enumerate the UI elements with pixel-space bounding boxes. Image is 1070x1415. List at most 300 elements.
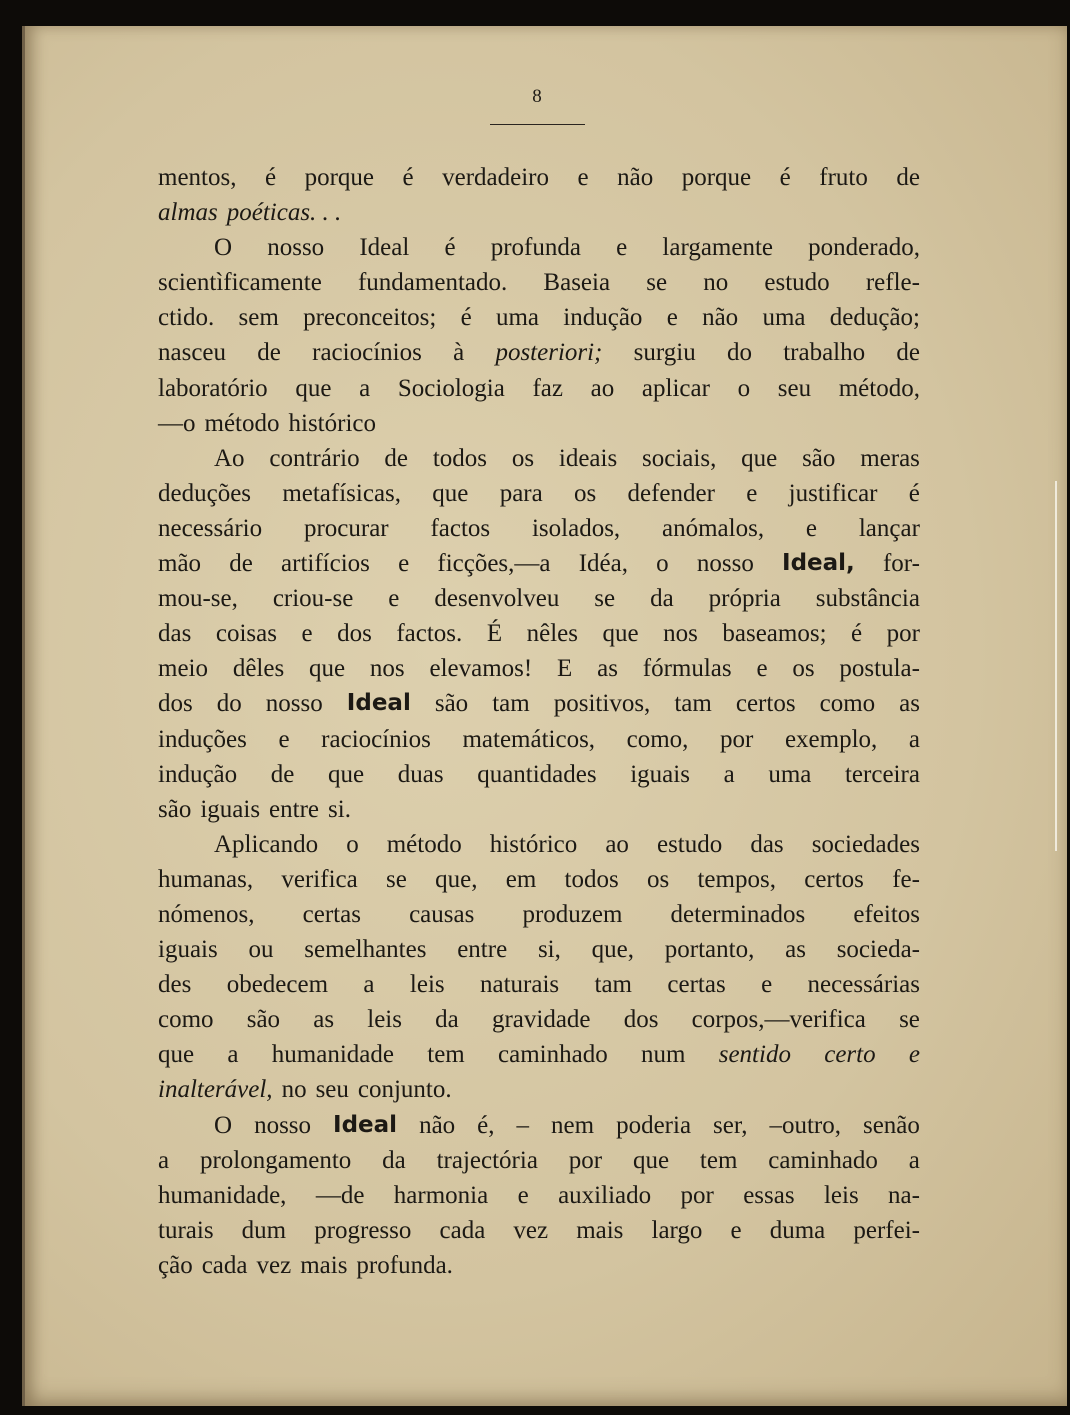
text-line [158,757,920,792]
text-line [158,335,920,370]
word: nosso [265,690,323,718]
word: procurar [303,514,389,542]
word: trabalho [783,339,866,367]
word: fórmulas [642,655,732,683]
word: certo [824,1041,876,1069]
word: anómalos, [662,514,765,542]
word: progresso [314,1216,412,1244]
word: auxiliado [558,1181,652,1209]
word: indução [158,760,238,788]
text-line [158,441,920,476]
word: que, [591,936,634,964]
word: a [227,1041,239,1069]
word: que [295,374,332,402]
word: a [908,1146,920,1174]
word: fruto [819,164,868,191]
word: faz [532,374,563,402]
word: Ideal, [782,550,855,577]
word: Ao [214,444,245,472]
word: ficções,—a [437,550,551,578]
word: e [730,1216,742,1244]
word: criou-se [272,585,354,613]
header-rule [490,124,585,125]
word: O [214,234,233,262]
word: que [309,655,346,683]
word: como [819,690,876,718]
word: dêles [232,655,285,683]
word: gravidade [491,1006,591,1034]
word: método [204,409,280,437]
word: exemplo, [784,725,878,753]
word: as [785,936,806,964]
word: causas [409,900,475,928]
word: e [908,1041,920,1069]
word: a [908,725,920,753]
word: e [388,585,400,613]
word: na- [888,1181,920,1209]
word: porque [304,164,374,191]
word: poderia [616,1111,692,1139]
word: surgiu [633,339,696,367]
word: leis [409,971,445,999]
word: trajectória [436,1146,538,1174]
word: nómenos, [158,900,255,928]
word: turais [158,1216,214,1244]
word: e [666,304,678,332]
word: as [899,690,920,718]
word: profunda [490,234,581,262]
text-line [158,722,920,757]
word: é, [477,1111,495,1139]
word: cada [439,1216,486,1244]
page-number: 8 [532,86,542,107]
word: leis [367,1006,402,1034]
word: des [158,971,192,999]
word: tem [427,1041,465,1069]
word: portanto, [664,936,755,964]
word: nasceu [158,339,227,367]
word: Ideal [359,234,410,262]
word: mentos, [158,164,237,191]
word: O [214,1111,233,1139]
word: mais [300,1251,348,1279]
word: tempos, [697,865,776,893]
word: Ideal [333,1111,398,1138]
word: de [270,760,295,788]
word: É [486,620,503,648]
word: artifícios [281,550,370,578]
word: harmonia [393,1181,489,1209]
word: é [779,164,791,191]
word: não [702,304,739,332]
word: justificar [788,479,878,507]
word: a [359,374,371,402]
word: os [792,655,815,683]
word: dos [337,620,372,648]
word: se [594,585,616,613]
word: verifica [281,865,358,893]
word: o [656,550,669,578]
text-line [158,406,920,441]
word: se [899,1006,920,1034]
word: postula- [839,655,920,683]
word: histórico [288,409,376,437]
word: vez [256,1251,292,1279]
word: posteriori; [495,339,603,367]
word: não [419,1111,456,1139]
word: conjunto. [357,1076,452,1104]
word: aplicar [641,374,710,402]
word: entre [457,936,508,964]
word: estudo [656,830,723,858]
word: inalterável, [158,1076,273,1104]
text-line [158,1213,920,1248]
word: e [805,514,818,542]
word: por [886,620,920,648]
word: é [851,620,863,648]
word: Idéa, [578,550,628,578]
word: tam [492,690,530,718]
word: método [386,830,462,858]
word: verdadeiro [442,164,549,191]
text-line [158,195,920,230]
word: que [632,1146,670,1174]
word: que, [435,865,478,893]
word: —de [315,1181,365,1209]
word: todos [432,444,488,472]
word: sem [238,304,279,332]
word: iguais [158,936,218,964]
word: de [896,339,920,367]
word: é [908,479,920,507]
word: quantidades [477,760,597,788]
word: cada [201,1251,248,1279]
word: Baseia [543,269,611,297]
text-line [158,897,920,932]
word: da [382,1146,406,1174]
word: induções [158,725,247,753]
word: tam [674,690,712,718]
word: certos [735,690,796,718]
word: sentido [718,1041,791,1069]
word: prolongamento [199,1146,352,1174]
word: tam [594,971,633,999]
text-line [158,1248,920,1283]
word: terceira [844,760,920,788]
word: não [617,164,654,191]
word: e [746,479,758,507]
word: si. [328,795,351,823]
word: nosso [696,550,754,578]
text-line [158,1002,920,1037]
word: largamente [662,234,774,262]
word: por [568,1146,603,1174]
word: scientìficamente [158,269,322,297]
text-line [158,371,920,406]
word: certas [302,900,361,928]
word: no [703,269,729,297]
word: para [499,479,543,507]
word: e [301,620,313,648]
word: substância [815,585,920,613]
word: leis [823,1181,859,1209]
word: raciocínios [321,725,431,753]
word: –outro, [769,1111,841,1139]
word: são [158,795,192,823]
word: perfei- [853,1216,920,1244]
text-line [158,511,920,546]
word: certas [667,971,726,999]
text-line [158,792,920,827]
word: porque [681,164,752,191]
word: das [158,620,192,648]
text-line [158,686,920,721]
word: as [313,1006,335,1034]
word: por [720,725,754,753]
text-line [158,862,920,897]
word: mais [576,1216,624,1244]
word: nosso [254,1111,312,1139]
word: são [434,690,469,718]
word: e [616,234,628,262]
word: dos [623,1006,659,1034]
word: necessário [158,514,263,542]
word: efeitos [853,900,920,928]
word: baseamos; [722,620,827,648]
word: defender [627,479,715,507]
word: são [802,444,836,472]
word: no [281,1076,307,1104]
word: seu [777,374,812,402]
word: Sociologia [397,374,505,402]
word: produzem [522,900,623,928]
word: o [346,830,359,858]
word: é [460,304,472,332]
word: o [737,374,751,402]
word: nosso [267,234,325,262]
word: preconceitos; [303,304,437,332]
word: vez [513,1216,549,1244]
word: necessárias [807,971,920,999]
word: corpos,—verifica [691,1006,866,1034]
word: da [650,585,674,613]
word: indução [563,304,643,332]
text-line [158,1108,920,1143]
word: de [896,164,920,191]
text-line [158,1143,920,1178]
word: humanidade, [158,1181,287,1209]
word: método, [838,374,920,402]
word: das [750,830,784,858]
word: de [257,339,281,367]
word: mou-se, [158,585,238,613]
word: iguais [630,760,690,788]
word: dum [241,1216,287,1244]
word: todos [564,865,619,893]
word: desenvolveu [434,585,560,613]
word: num [641,1041,686,1069]
word: raciocínios [312,339,422,367]
word: humanidade [271,1041,394,1069]
word: naturais [480,971,560,999]
word: Ideal [346,690,411,717]
word: duma [769,1216,826,1244]
word: como, [626,725,689,753]
word: e [398,550,410,578]
word: poéticas. . . [226,199,342,227]
word: meio [158,655,208,683]
word: profunda. [356,1251,453,1279]
word: lançar [858,514,920,542]
word: tem [699,1146,738,1174]
word: os [574,479,597,507]
word: si, [537,936,561,964]
word: caminhado [498,1041,608,1069]
word: coisas [215,620,277,648]
word: se [646,269,668,297]
word: largo [651,1216,703,1244]
word: sociais, [642,444,717,472]
word: os [511,444,535,472]
text-line [158,230,920,265]
word: de [384,444,409,472]
word: os [646,865,670,893]
word: é [264,164,277,191]
word: isolados, [531,514,621,542]
word: almas [158,199,218,227]
word: ponderado, [808,234,920,262]
word: própria [708,585,781,613]
word: certos [804,865,864,893]
word: sociedades [811,830,920,858]
word: ção [158,1251,193,1279]
word: laboratório [158,374,268,402]
word: E [557,655,573,683]
word: que [741,444,778,472]
word: duas [397,760,444,788]
text-line [158,546,920,581]
word: refle- [865,269,920,297]
word: e [756,655,768,683]
text-line [158,160,920,195]
word: factos. [396,620,463,648]
word: socieda- [836,936,920,964]
text-line [158,967,920,1002]
word: por [680,1181,714,1209]
word: se [386,865,407,893]
word: que [158,1041,195,1069]
word: semelhantes [304,936,427,964]
word: é [444,234,456,262]
word: entre [269,795,320,823]
word: nêles [526,620,578,648]
word: nem [551,1111,595,1139]
word: nos [663,620,698,648]
word: obedecem [226,971,329,999]
word: ctido. [158,304,215,332]
word: que [602,620,639,648]
word: uma [495,304,540,332]
word: e [517,1181,529,1209]
word: fe- [892,865,920,893]
text-line [158,581,920,616]
text-line [158,300,920,335]
word: a [723,760,735,788]
word: são [246,1006,281,1034]
word: factos [430,514,491,542]
word: que [328,760,365,788]
word: uma [768,760,812,788]
word: e [577,164,589,191]
text-line [158,616,920,651]
word: dedução; [829,304,920,332]
word: deduções [158,479,252,507]
word: como [158,1006,214,1034]
word: é [402,164,414,191]
text-line [158,651,920,686]
word: essas [743,1181,795,1209]
word: ao [590,374,615,402]
word: determinados [670,900,806,928]
word: da [435,1006,459,1034]
word: Aplicando [214,830,319,858]
text-line [158,932,920,967]
word: que [432,479,469,507]
word: ideais [558,444,618,472]
word: a [363,971,375,999]
word: senão [862,1111,920,1139]
word: uma [762,304,806,332]
word: ser, [713,1111,748,1139]
word: meras [860,444,920,472]
word: ou [248,936,274,964]
word: ao [605,830,629,858]
text-line [158,1037,920,1072]
word: elevamos! [429,655,533,683]
word: do [216,690,242,718]
word: histórico [489,830,578,858]
text-line [158,1072,920,1107]
text-line [158,476,920,511]
word: de [229,550,253,578]
word: e [278,725,290,753]
word: iguais [200,795,261,823]
word: a [158,1146,170,1174]
text-line [158,265,920,300]
word: seu [315,1076,349,1104]
text-line [158,1178,920,1213]
word: humanas, [158,865,254,893]
word: em [505,865,537,893]
word: à [453,339,465,367]
word: fundamentado. [357,269,508,297]
word: metafísicas, [282,479,402,507]
word: positivos, [553,690,651,718]
word: mão [158,550,202,578]
word: do [726,339,752,367]
word: matemáticos, [462,725,596,753]
word: dos [158,690,193,718]
word: e [761,971,773,999]
word: estudo [764,269,830,297]
word: contrário [269,444,360,472]
page-edge-mark [1055,481,1057,851]
word: – [516,1111,530,1139]
word: as [597,655,618,683]
word: caminhado [768,1146,878,1174]
body-text [158,160,920,1283]
word: nos [369,655,405,683]
